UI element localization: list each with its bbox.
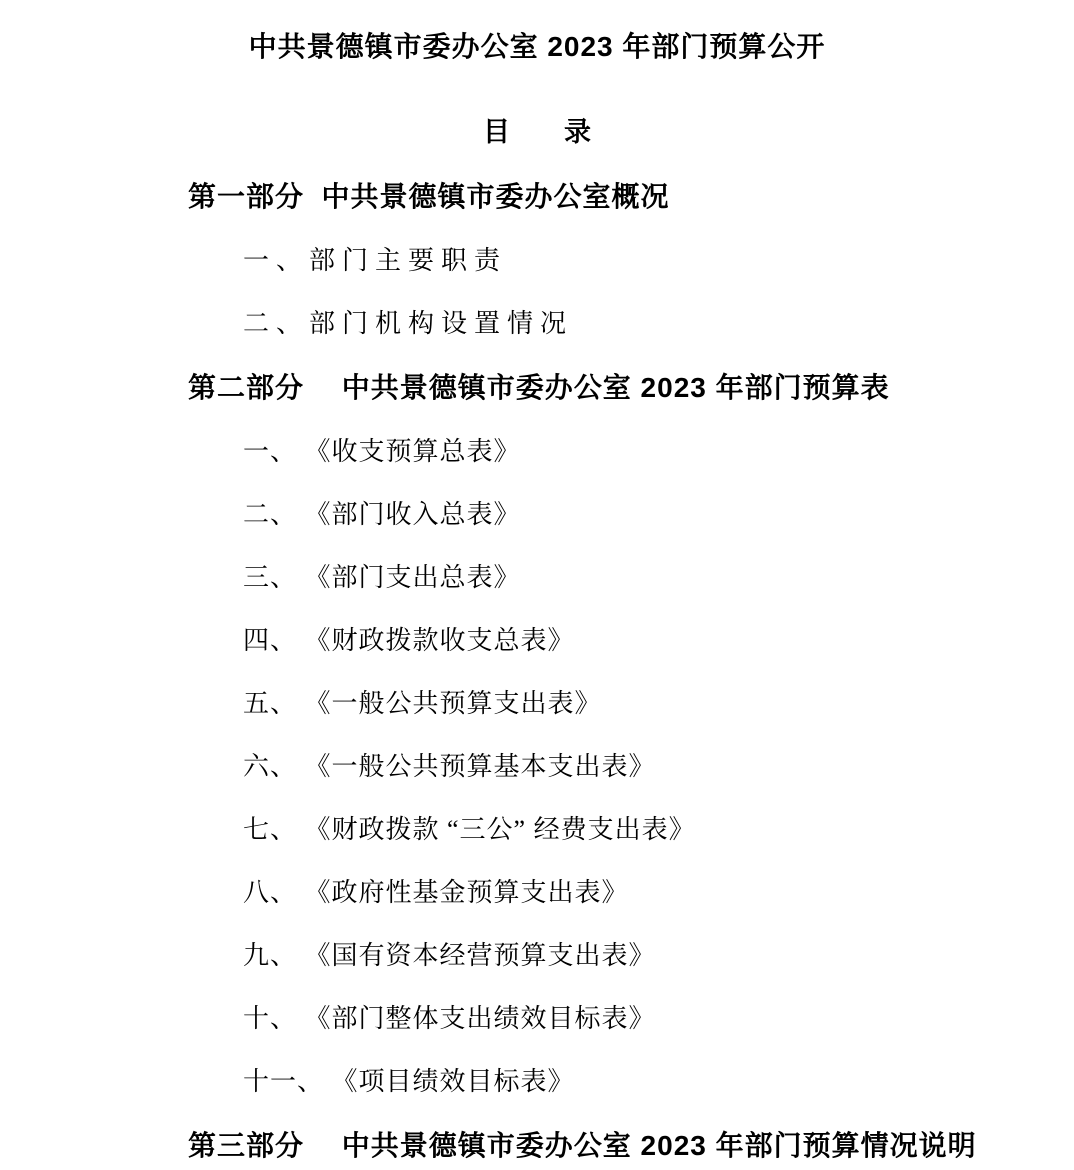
toc-item: 八、 《政府性基金预算支出表》: [243, 878, 629, 907]
toc-item: 九、 《国有资本经营预算支出表》: [243, 941, 656, 970]
toc-heading: 目 录: [483, 117, 591, 147]
toc-item: 六、 《一般公共预算基本支出表》: [243, 752, 656, 781]
section-3-heading: 第三部分 中共景德镇市委办公室 2023 年部门预算情况说明: [188, 1130, 977, 1161]
section-1-heading: 第一部分 中共景德镇市委办公室概况: [188, 181, 670, 212]
toc-item: 一、 《收支预算总表》: [243, 437, 521, 466]
document-title: 中共景德镇市委办公室 2023 年部门预算公开: [248, 31, 826, 62]
section-2-heading: 第二部分 中共景德镇市委办公室 2023 年部门预算表: [188, 372, 890, 403]
toc-item: 三、 《部门支出总表》: [243, 563, 521, 592]
toc-item: 二、 《部门收入总表》: [243, 500, 521, 529]
toc-item: 十一、 《项目绩效目标表》: [243, 1067, 575, 1096]
toc-item: 七、 《财政拨款 “三公” 经费支出表》: [243, 815, 696, 844]
toc-item: 一、部门主要职责: [243, 246, 508, 275]
toc-item: 五、 《一般公共预算支出表》: [243, 689, 602, 718]
toc-item: 四、 《财政拨款收支总表》: [243, 626, 575, 655]
toc-item: 二、部门机构设置情况: [243, 309, 574, 338]
toc-item: 十、 《部门整体支出绩效目标表》: [243, 1004, 656, 1033]
